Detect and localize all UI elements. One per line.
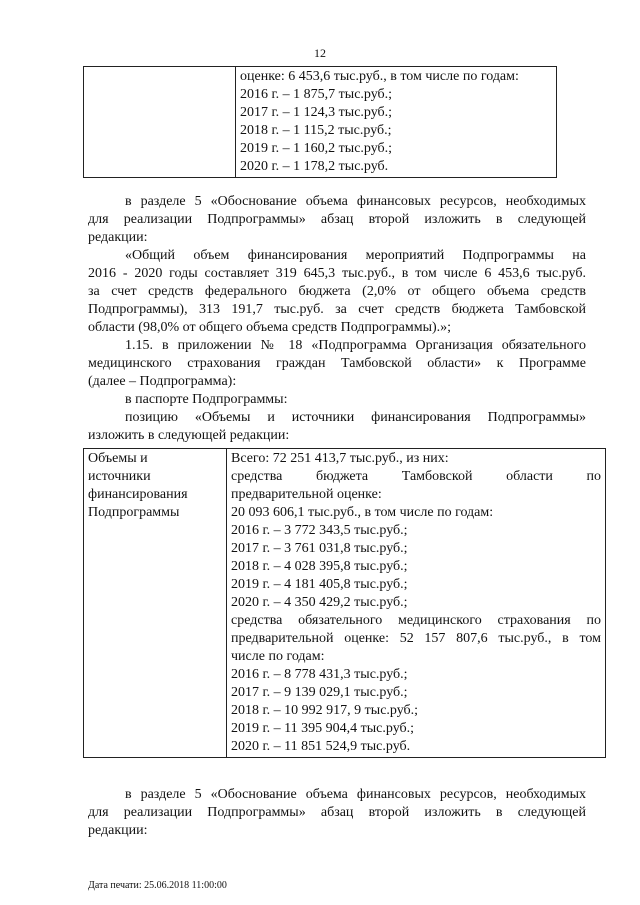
paragraph-position — [88, 409, 586, 445]
table2-left-line: финансирования — [88, 487, 188, 502]
text-line: позицию «Объемы и источники финансирования Подпрограммы» — [125, 410, 586, 425]
table2-line: 2020 г. – 4 350 429,2 тыс.руб.; — [231, 595, 408, 610]
text-line: редакции: — [88, 823, 148, 838]
paragraph-item-1-15 — [88, 337, 586, 391]
table2-line: 2016 г. – 8 778 431,3 тыс.руб.; — [231, 667, 408, 682]
text-line: редакции: — [88, 230, 148, 245]
paragraph-passport — [88, 391, 586, 409]
table2-line: 20 093 606,1 тыс.руб., в том числе по годам: — [231, 505, 494, 520]
table1-line: 2016 г. – 1 875,7 тыс.руб.; — [240, 87, 393, 102]
table2-line: 2019 г. – 4 181 405,8 тыс.руб.; — [231, 577, 408, 592]
table2-right-cell — [227, 449, 606, 758]
text-line: для реализации Подпрограммы» абзац второй изложить в следующей — [88, 805, 586, 820]
text-line: изложить в следующей редакции: — [88, 428, 290, 443]
table2-left-line: Объемы и — [88, 451, 148, 466]
table2-line: числе по годам: — [231, 649, 325, 664]
text-line: «Общий объем финансирования мероприятий Подпрограммы на — [125, 248, 586, 263]
table1-line: 2019 г. – 1 160,2 тыс.руб.; — [240, 141, 393, 156]
table2-line: Всего: 72 251 413,7 тыс.руб., из них: — [231, 451, 449, 466]
text-line: за счет средств федерального бюджета (2,0% от общего объема средств — [88, 284, 586, 299]
table2-line: 2018 г. – 10 992 917, 9 тыс.руб.; — [231, 703, 419, 718]
text-line: (далее – Подпрограмма): — [88, 374, 237, 389]
text-line: медицинского страхования граждан Тамбовской области» к Программе — [88, 356, 586, 371]
table2-line: 2018 г. – 4 028 395,8 тыс.руб.; — [231, 559, 408, 574]
print-date-footer: Дата печати: 25.06.2018 11:00:00 — [88, 880, 227, 891]
text-line: области (98,0% от общего объема средств Подпрограммы).»; — [88, 320, 452, 335]
text-line: 1.15. в приложении № 18 «Подпрограмма Организация обязательного — [125, 338, 586, 353]
table2-line: 2016 г. – 3 772 343,5 тыс.руб.; — [231, 523, 408, 538]
table2-left-cell — [84, 449, 227, 758]
text-line: в разделе 5 «Обоснование объема финансовых ресурсов, необходимых — [125, 194, 586, 209]
table2-line: 2017 г. – 9 139 029,1 тыс.руб.; — [231, 685, 408, 700]
paragraph-quote-total — [88, 247, 586, 337]
table2-line: 2020 г. – 11 851 524,9 тыс.руб. — [231, 739, 411, 754]
table2-left-line: источники — [88, 469, 151, 484]
table1-right-cell — [236, 67, 557, 178]
text-line: для реализации Подпрограммы» абзац второй изложить в следующей — [88, 212, 586, 227]
text-line: 2016 - 2020 годы составляет 319 645,3 тыс.руб., в том числе 6 453,6 тыс.руб. — [88, 266, 586, 281]
table1-line: 2018 г. – 1 115,2 тыс.руб.; — [240, 123, 392, 138]
table2-line: средства бюджета Тамбовской области по — [231, 469, 601, 484]
page-number: 12 — [314, 46, 326, 60]
financing-table-continued — [83, 66, 557, 178]
table2-left-line: Подпрограммы — [88, 505, 180, 520]
table2-line: 2019 г. – 11 395 904,4 тыс.руб.; — [231, 721, 415, 736]
table2-line: средства обязательного медицинского страхования по — [231, 613, 601, 628]
table2-line: 2017 г. – 3 761 031,8 тыс.руб.; — [231, 541, 408, 556]
table1-line: оценке: 6 453,6 тыс.руб., в том числе по годам: — [240, 69, 519, 84]
text-line: Подпрограммы), 313 191,7 тыс.руб. за счет средств бюджета Тамбовской — [88, 302, 586, 317]
paragraph-section5-second — [88, 786, 586, 840]
text-line: в разделе 5 «Обоснование объема финансовых ресурсов, необходимых — [125, 787, 586, 802]
financing-table — [83, 448, 606, 758]
text-line: в паспорте Подпрограммы: — [125, 392, 288, 407]
table1-line: 2017 г. – 1 124,3 тыс.руб.; — [240, 105, 393, 120]
table2-line: предварительной оценке: 52 157 807,6 тыс.руб., в том — [231, 631, 601, 646]
paragraph-section5-first — [88, 193, 586, 247]
table1-line: 2020 г. – 1 178,2 тыс.руб. — [240, 159, 389, 174]
table1-left-cell — [84, 67, 236, 178]
table2-line: предварительной оценке: — [231, 487, 382, 502]
